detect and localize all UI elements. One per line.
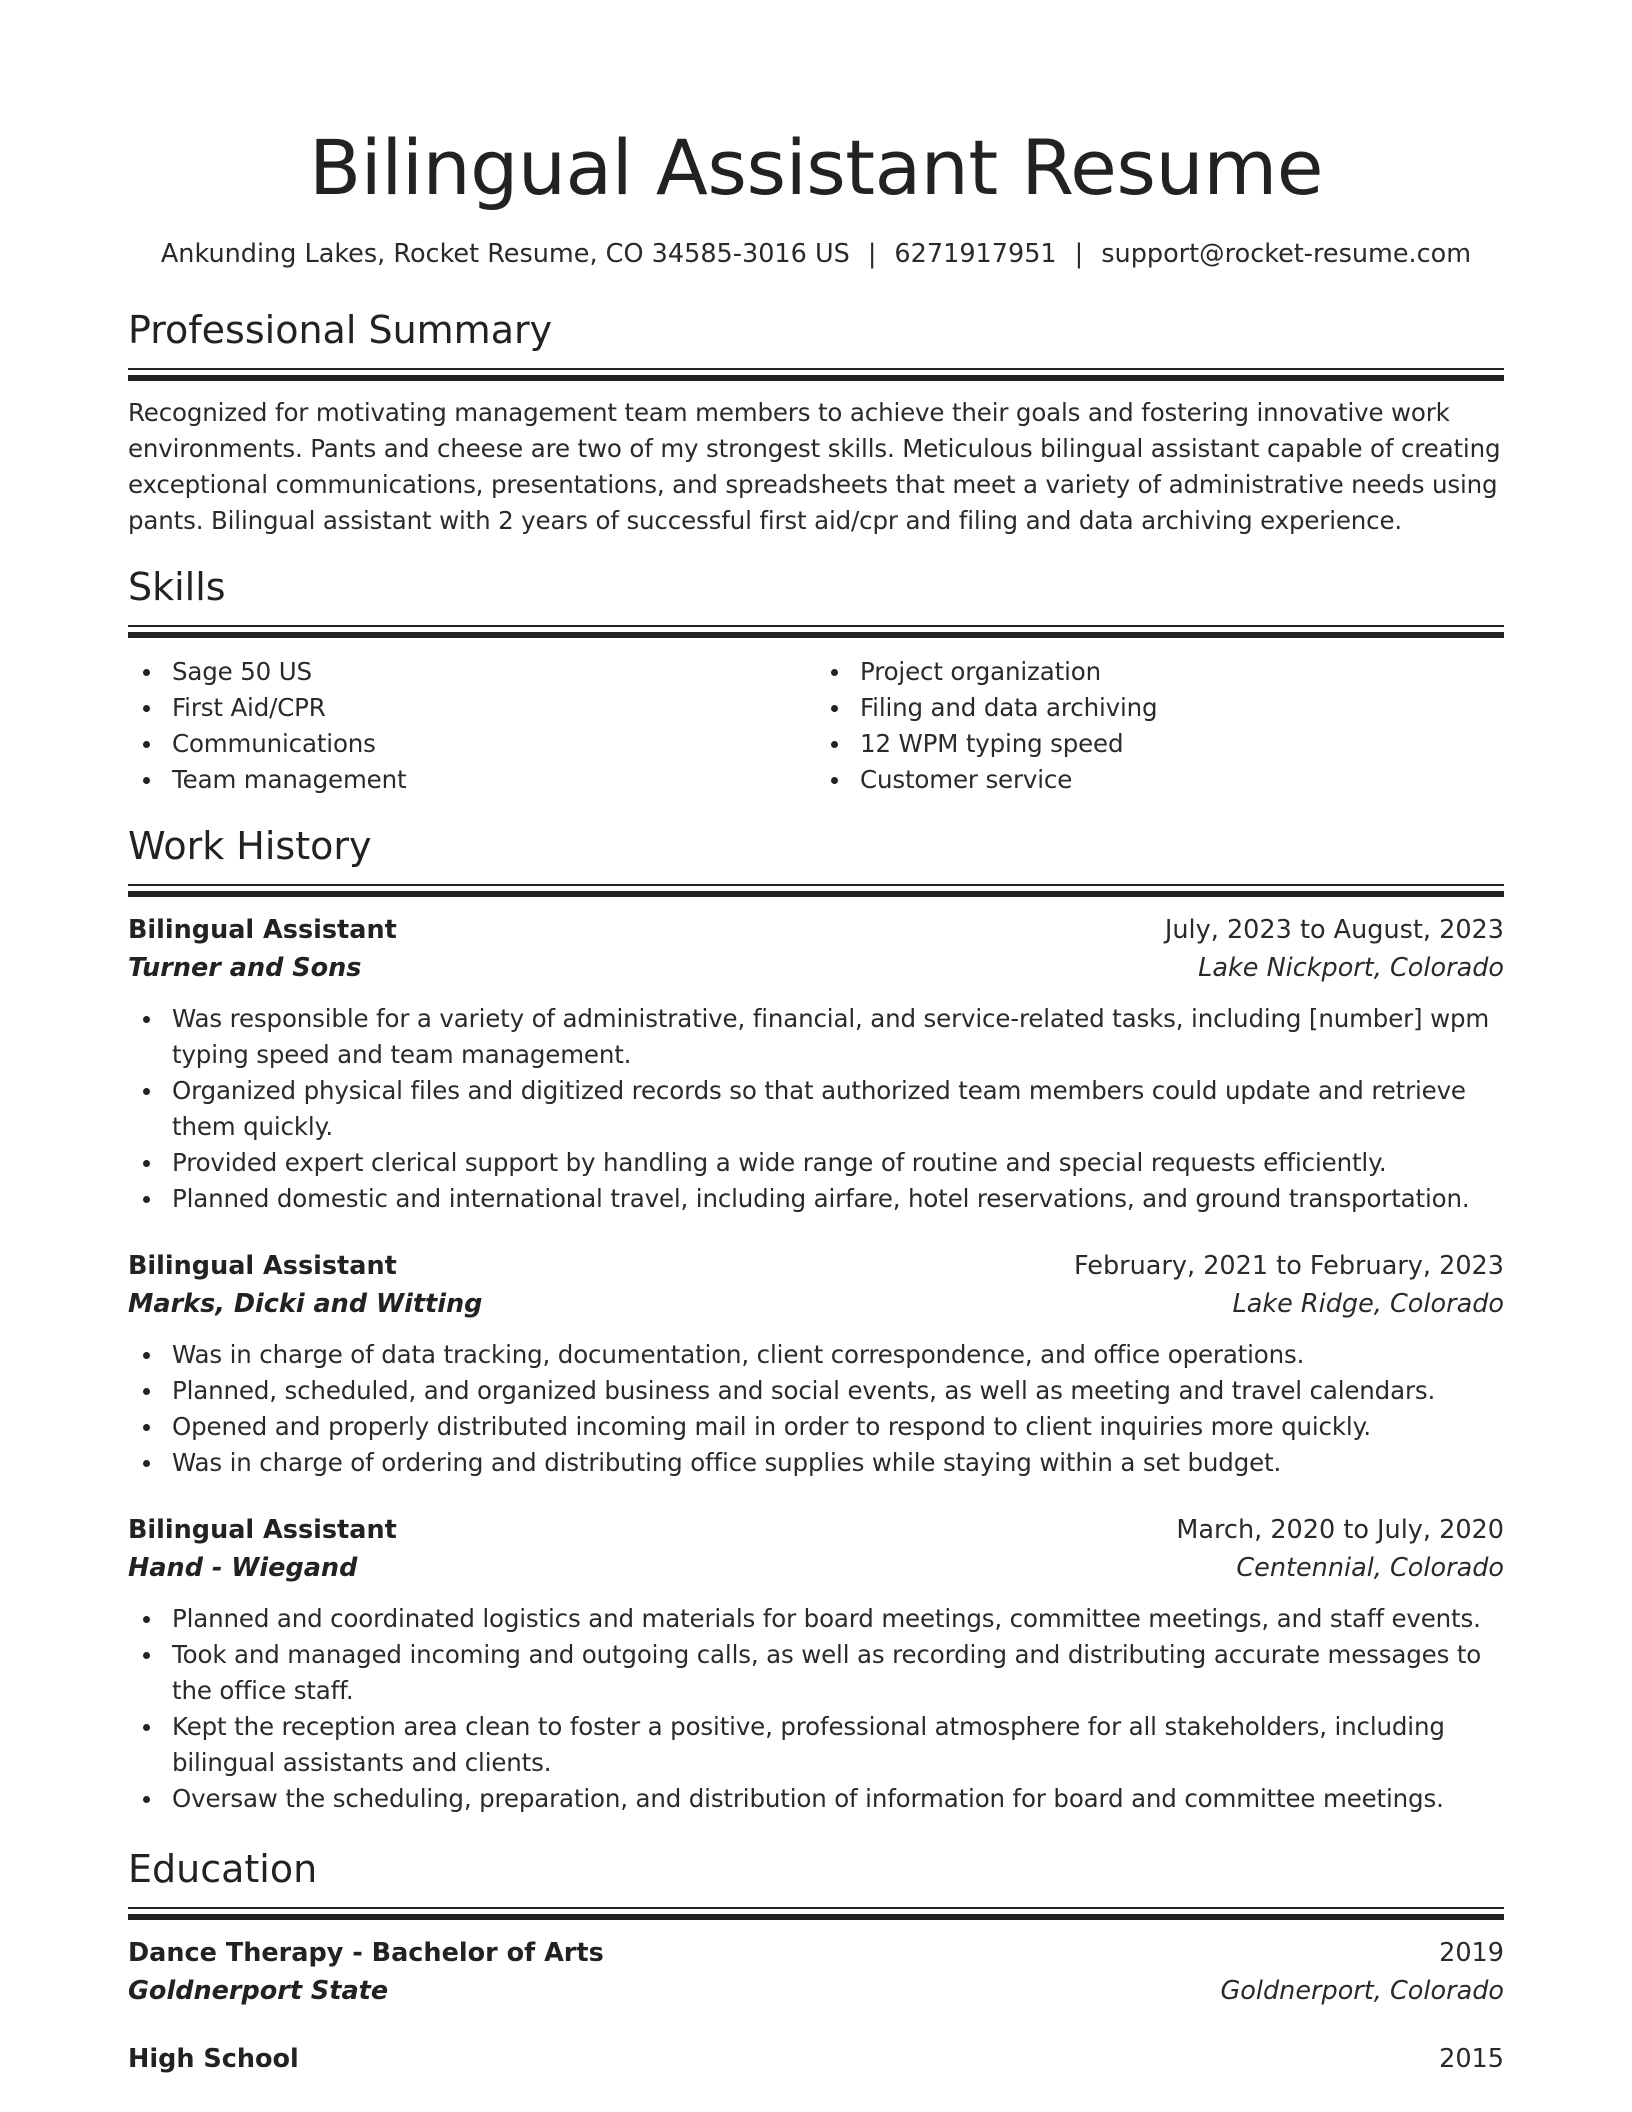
job-title: Bilingual Assistant: [128, 1515, 397, 1545]
skills-column-right: [816, 654, 1504, 798]
skills-grid: [128, 654, 1504, 798]
contact-separator: |: [867, 239, 877, 269]
job-bullet: Took and managed incoming and outgoing calls, as well as recording and distributing accurate messages to the office staff.: [128, 1637, 1504, 1709]
job-company-row: [128, 1285, 1504, 1323]
contact-phone: 6271917951: [894, 239, 1057, 269]
skill-item: Communications: [128, 726, 816, 762]
job-bullet: Was in charge of data tracking, documentation, client correspondence, and office operations.: [128, 1337, 1504, 1373]
job-company-row: [128, 1549, 1504, 1587]
job-bullets: [128, 1601, 1504, 1817]
summary-text: Recognized for motivating management team members to achieve their goals and fostering innovative work environments. Pants and cheese are two of my strongest skills. Meticulous bilingual assistant capable of creating exceptional communications, presentations, and spreadsheets that meet a variety of administrative needs using pants. Bilingual assistant with 2 years of successful first aid/cpr and filing and data archiving experience.: [128, 398, 1501, 535]
job-bullet: Planned, scheduled, and organized business and social events, as well as meeting and travel calendars.: [128, 1373, 1504, 1409]
job-location: Centennial, Colorado: [1236, 1553, 1504, 1583]
skill-item: First Aid/CPR: [128, 690, 816, 726]
education-year: 2019: [1439, 1938, 1504, 1968]
contact-separator: |: [1074, 239, 1084, 269]
contact-email: support@rocket-resume.com: [1101, 239, 1472, 269]
education-year: 2015: [1439, 2044, 1504, 2074]
education-degree: High School: [128, 2044, 299, 2074]
job-dates: March, 2020 to July, 2020: [1176, 1515, 1504, 1545]
summary-section: [128, 306, 1504, 539]
skill-item: Customer service: [816, 762, 1504, 798]
job-dates: July, 2023 to August, 2023: [1164, 915, 1504, 945]
education-school: Goldnerport State: [128, 1976, 389, 2006]
job-bullets: [128, 1001, 1504, 1217]
job-bullet: Kept the reception area clean to foster a positive, professional atmosphere for all stakeholders, including bilingual assistants and clients.: [128, 1709, 1504, 1781]
job-company: Hand - Wiegand: [128, 1553, 358, 1583]
work-history-section: [128, 822, 1504, 1817]
job-title: Bilingual Assistant: [128, 915, 397, 945]
education-location: Goldnerport, Colorado: [1220, 1976, 1504, 2006]
education-section: [128, 1845, 1504, 2078]
job-location: Lake Ridge, Colorado: [1232, 1289, 1504, 1319]
job-bullet: Planned and coordinated logistics and materials for board meetings, committee meetings, and staff events.: [128, 1601, 1504, 1637]
education-entry: [128, 2040, 1504, 2078]
skill-item: Sage 50 US: [128, 654, 816, 690]
section-divider: [128, 625, 1504, 638]
skill-item: 12 WPM typing speed: [816, 726, 1504, 762]
education-degree-row: [128, 2040, 1504, 2078]
job-entry: [128, 1247, 1504, 1481]
education-heading: Education: [128, 1847, 318, 1891]
job-title-row: [128, 1247, 1504, 1285]
job-bullet: Was in charge of ordering and distributing office supplies while staying within a set budget.: [128, 1445, 1504, 1481]
job-entry: [128, 911, 1504, 1217]
skills-column-left: [128, 654, 816, 798]
job-company: Turner and Sons: [128, 953, 362, 983]
section-divider: [128, 884, 1504, 897]
job-title-row: [128, 911, 1504, 949]
job-bullet: Organized physical files and digitized records so that authorized team members could update and retrieve them quickly.: [128, 1073, 1504, 1145]
section-divider: [128, 368, 1504, 381]
skills-section: [128, 563, 1504, 798]
skill-item: Filing and data archiving: [816, 690, 1504, 726]
contact-line: [128, 236, 1504, 272]
job-bullet: Oversaw the scheduling, preparation, and distribution of information for board and committee meetings.: [128, 1781, 1504, 1817]
summary-heading: Professional Summary: [128, 308, 553, 352]
job-entry: [128, 1511, 1504, 1817]
job-bullet: Was responsible for a variety of administrative, financial, and service-related tasks, including [number] wpm typing speed and team management.: [128, 1001, 1504, 1073]
job-bullet: Planned domestic and international travel, including airfare, hotel reservations, and ground transportation.: [128, 1181, 1504, 1217]
education-school-row: [128, 1972, 1504, 2010]
job-bullets: [128, 1337, 1504, 1481]
section-divider: [128, 1907, 1504, 1920]
skills-heading: Skills: [128, 565, 226, 609]
contact-address: Ankunding Lakes, Rocket Resume, CO 34585-3016 US: [160, 239, 850, 269]
job-dates: February, 2021 to February, 2023: [1073, 1251, 1504, 1281]
work-history-heading: Work History: [128, 824, 372, 868]
job-bullet: Provided expert clerical support by handling a wide range of routine and special requests efficiently.: [128, 1145, 1504, 1181]
job-title: Bilingual Assistant: [128, 1251, 397, 1281]
skill-item: Project organization: [816, 654, 1504, 690]
job-company: Marks, Dicki and Witting: [128, 1289, 483, 1319]
resume-title: Bilingual Assistant Resume: [308, 123, 1323, 212]
skill-item: Team management: [128, 762, 816, 798]
education-degree: Dance Therapy - Bachelor of Arts: [128, 1938, 604, 1968]
job-location: Lake Nickport, Colorado: [1198, 953, 1504, 983]
job-company-row: [128, 949, 1504, 987]
education-entry: [128, 1934, 1504, 2010]
job-bullet: Opened and properly distributed incoming mail in order to respond to client inquiries more quickly.: [128, 1409, 1504, 1445]
education-degree-row: [128, 1934, 1504, 1972]
job-title-row: [128, 1511, 1504, 1549]
